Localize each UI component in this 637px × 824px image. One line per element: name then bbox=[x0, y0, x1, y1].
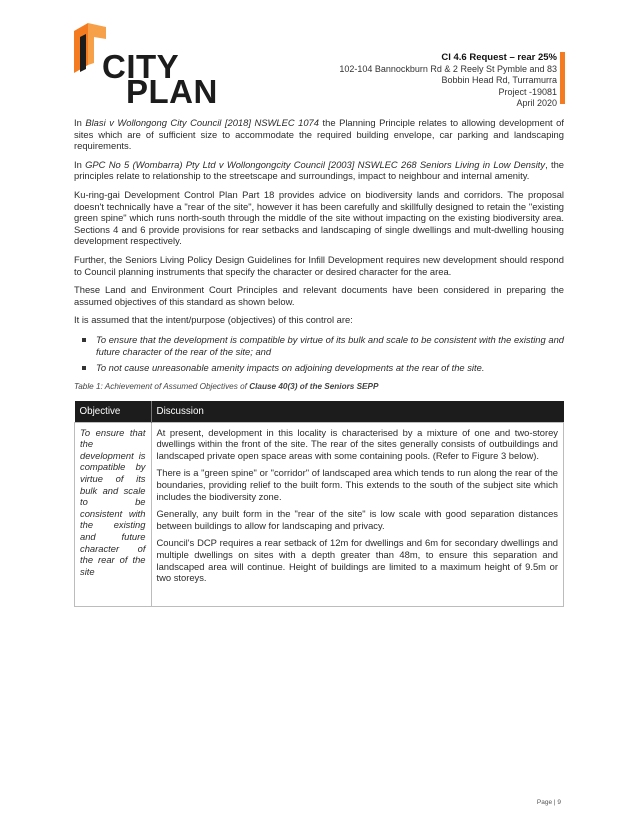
paragraph-gpc: In GPC No 5 (Wombarra) Pty Ltd v Wollongongcity Council [2003] NSWLEC 268 Seniors Living in Low Density, the principles relate to relationship to the streetscape and surroundings, impact to neighbour and internal amenity. bbox=[74, 158, 564, 182]
list-item: To not cause unreasonable amenity impacts on adjoining developments at the rear of the site. bbox=[96, 362, 564, 374]
table-header-row bbox=[75, 401, 564, 423]
city-plan-logo bbox=[74, 23, 218, 110]
header-date: April 2020 bbox=[516, 98, 557, 108]
header-project: Project -19081 bbox=[498, 86, 557, 97]
header-address-line-2: Bobbin Head Rd, Turramurra bbox=[441, 75, 557, 85]
objectives-table bbox=[74, 401, 564, 607]
case-citation-gpc: GPC No 5 (Wombarra) Pty Ltd v Wollongongcity Council [2003] NSWLEC 268 Seniors Living in Low Density bbox=[85, 158, 546, 170]
paragraph-principles: These Land and Environment Court Principles and relevant documents have been considered in preparing the assumed objectives of this standard as shown below. bbox=[74, 284, 564, 307]
discussion-paragraph: Council's DCP requires a rear setback of 12m for dwellings and 6m for secondary dwellings and multiple dwellings on sites with a depth greater than 48m, to ensure this separation and landscaped area will continue. Height of buildings are limited to a maximum height of 9.5m or two storeys. bbox=[156, 537, 558, 584]
header-accent-bar bbox=[560, 52, 565, 104]
list-item: To ensure that the development is compatible by virtue of its bulk and scale to be consistent with the existing and future character of the rear of the site; and bbox=[96, 333, 564, 357]
header-title: Cl 4.6 Request – rear 25% bbox=[441, 52, 557, 63]
column-header-discussion: Discussion bbox=[151, 401, 564, 423]
paragraph-assumed-objectives: It is assumed that the intent/purpose (objectives) of this control are: bbox=[74, 314, 353, 326]
discussion-paragraph: There is a "green spine" or "corridor" of landscaped area which tends to run along the rear of the boundaries, providing relief to the built form. This extends to the south of the subject site which includes the biodiversity zone. bbox=[156, 467, 558, 502]
paragraph-blasi: In Blasi v Wollongong City Council [2018] NSWLEC 1074 the Planning Principle relates to allowing development of sites which are of sufficient size to accommodate the required building envelope, car parking and landscaping requirements. bbox=[74, 117, 564, 152]
paragraph-dcp: Ku-ring-gai Development Control Plan Part 18 provides advice on biodiversity lands and corridors. The proposal doesn't technically have a "rear of the site", however it has been carefully and skillfully designed to retain the "existing green spine" which runs north-south through the middle of the site without impacting on the existing biodiversity area. Sections 4 and 6 provide provisions for rear setbacks and landscaping of single dwellings and mult-dwelling housing development respectively. bbox=[74, 188, 564, 247]
objective-cell: To ensure that the development is compatible by virtue of its bulk and scale to be consistent with the existing and future character of the rear of the site bbox=[75, 422, 152, 606]
logo-word-city: CITY bbox=[102, 48, 180, 85]
objectives-list bbox=[74, 334, 564, 374]
header-address-line-1: 102-104 Bannockburn Rd & 2 Reely St Pymble and 83 bbox=[339, 63, 557, 74]
paragraph-seniors-guidelines: Further, the Seniors Living Policy Design Guidelines for Infill Development requires new development should respond to Council planning instruments that specify the character or desired character for the area. bbox=[74, 253, 564, 277]
logo-word-plan: PLAN bbox=[126, 73, 218, 110]
table-caption: Table 1: Achievement of Assumed Objectives of Clause 40(3) of the Seniors SEPP bbox=[74, 381, 379, 391]
discussion-paragraph: At present, development in this locality is characterised by a mixture of one and two-storey dwellings within the front of the site. The rear of the sites generally consists of outbuildings and landscaped private open space areas with some containing pools. (Refer to Figure 3 below). bbox=[156, 426, 558, 461]
discussion-paragraph: Generally, any built form in the "rear of the site" is low scale with good separation distances between buildings to allow for landscaping and privacy. bbox=[156, 508, 558, 531]
table-row bbox=[75, 422, 564, 606]
discussion-cell bbox=[151, 422, 564, 606]
document-header-info bbox=[339, 52, 557, 110]
column-header-objective: Objective bbox=[75, 401, 152, 423]
document-body bbox=[74, 117, 564, 607]
page-number: Page | 9 bbox=[536, 799, 561, 806]
case-citation-blasi: Blasi v Wollongong City Council [2018] NSWLEC 1074 bbox=[85, 117, 319, 128]
